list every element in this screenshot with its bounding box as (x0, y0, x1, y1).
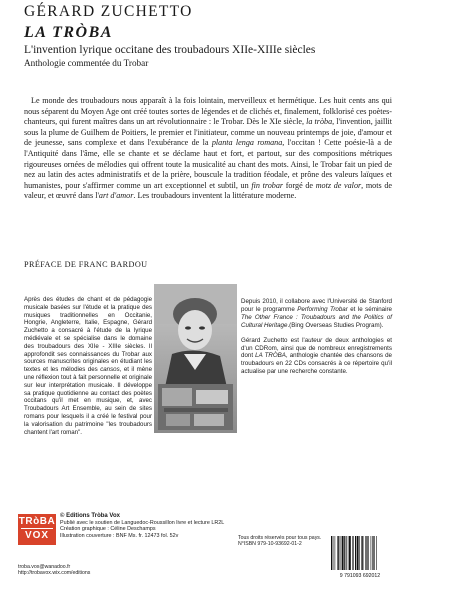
rights-line: Tous droits réservés pour tous pays. (238, 535, 322, 541)
barcode-bar (374, 536, 375, 570)
barcode-bar (371, 536, 372, 570)
book-subtitle: L'invention lyrique occitane des troubadours XIIe-XIIIe siècles (24, 44, 316, 56)
barcode-bar (337, 536, 338, 570)
contact-info (18, 564, 90, 577)
publisher-line: Création graphique : Céline Deschamps (60, 526, 156, 532)
author-photo (154, 284, 237, 433)
barcode-bar (331, 536, 332, 570)
logo-bottom-text: VOX (24, 530, 50, 541)
barcode-bar (359, 536, 360, 570)
barcode-bar (346, 536, 347, 570)
barcode-bar (366, 536, 367, 570)
publisher-line: Illustration couverture : BNF Ms. fr. 12473 fol. 52v (60, 532, 179, 539)
barcode-bar (349, 536, 351, 570)
logo-top-text: TRòBA (18, 516, 56, 527)
author-name: GÉRARD ZUCHETTO (24, 3, 193, 20)
barcode-bar (362, 536, 363, 570)
barcode-bar (365, 536, 366, 570)
barcode-bar (333, 536, 334, 570)
barcode-bar (372, 536, 373, 570)
isbn-line: N°ISBN 979-10-93692-01-2 (238, 541, 302, 548)
logo-divider (21, 528, 53, 529)
barcode-bar (361, 536, 362, 570)
publisher-info (60, 513, 240, 539)
barcode-bar (376, 536, 377, 570)
rights-info (238, 535, 321, 548)
barcode-bar (355, 536, 356, 570)
troba-vox-logo (18, 514, 56, 545)
publisher-name: © Editions Tròba Vox (60, 513, 120, 519)
barcode-bar (335, 536, 336, 570)
publisher-line: Publié avec le soutien de Languedoc-Roussillon livre et lecture LR2L (60, 519, 225, 526)
barcode-bar (357, 536, 359, 570)
intro-paragraph: Le monde des troubadours nous apparaît à la fois lointain, merveilleux et hermétique. Les huit cents ans qui nous séparent du Moyen Age ont créé toutes sortes de légendes et de clichés et, finalement, folklorisé ces poètes-chanteurs, qui furent maîtres dans un art révolutionnaire : le Trobar. Dès le XIe siècle, la tròba, l'invention, jaillit sous la plume de Guilhem de Poitiers, le premier et l'initiateur, comme un nouveau printemps de joie, d'amour et de jeunesse, sans complexe et dans l'exubérance de la planta lenga romana, l'occitan ! Cette poésie-là a de l'Antiquité dans l'âme, elle se chante et se déclame haut et fort, et partout, sur des compositions métriques rigoureuses ornées de mélodies qui offrent toute la musicalité au chant des mots. Ainsi, le Trobar fait un pied de nez au latin des actes administratifs et de la prière, bouscule la tradition féodale, et prône des valeurs laïques et humanistes, pour s'affirmer comme un art exceptionnel et subtil, un fin trobar forgé de motz de valor, mots de valeur, et œuvré dans l'art d'amor. Les troubadours inventent la littérature moderne. (24, 96, 392, 201)
barcode-bar (368, 536, 369, 570)
contact-email[interactable]: troba.vox@wanadoo.fr (18, 564, 71, 570)
barcode-bar (353, 536, 354, 570)
contact-website[interactable]: http://trobavox.wix.com/editions (18, 570, 91, 577)
spine (399, 0, 449, 591)
bio-right-paragraph-2: Gérard Zuchetto est l'auteur de deux anthologies et d'un CDRom, ainsi que de nombreux enregistrements dont LA TRÒBA, anthologie chantée des chansons de troubadours en 22 CDs consacrés à ce répertoire qu'il actualise par une recherche constante. (241, 336, 392, 376)
isbn-barcode (327, 533, 393, 579)
book-subsubtitle: Anthologie commentée du Trobar (24, 58, 149, 68)
book-title: LA TRÒBA (24, 24, 113, 41)
barcode-digits: 9 791093 692012 (339, 573, 381, 579)
barcode-bar (348, 536, 349, 570)
barcode-bar (342, 536, 344, 570)
barcode-bar (341, 536, 342, 570)
author-bio-left: Après des études de chant et de pédagogie musicale basées sur l'étude et la pratique des musiques traditionnelles en Occitanie, Hongrie, Angleterre, Italie, Espagne, Gérard Zuchetto a consacré à l'étude de la lyrique médiévale et se spécialise dans le domaine des troubadours des XIIe - XIIIe siècles. Il approfondit ses connaissances du Trobar aux sources manuscrites originales en étudiant les textes et les mélodies des cansos, et il mène une réflexion tout à fait personnelle et originale sur leur interprétation musicale. Il développe sa pratique quotidienne au contact des poètes occitans qu'il met en musique, et, avec Troubadours Art Ensemble, au sein de sites romans pour lesquels il a créé le festival pour la valorisation du patrimoine "les troubadours chantent l'art roman". (24, 296, 152, 436)
barcode-bar (344, 536, 345, 570)
barcode-bar (352, 536, 353, 570)
author-bio-right (241, 298, 392, 376)
bio-right-paragraph-1: Depuis 2010, il collabore avec l'Université de Stanford pour le programme Performing Trobar et le séminaire The Other France : Troubadours and the Politics of Cultural Heritage.(Bing Overseas Studies Program). (241, 298, 392, 329)
barcode-bar (338, 536, 339, 570)
preface-credit: PRÉFACE DE FRANC BARDOU (24, 260, 148, 269)
